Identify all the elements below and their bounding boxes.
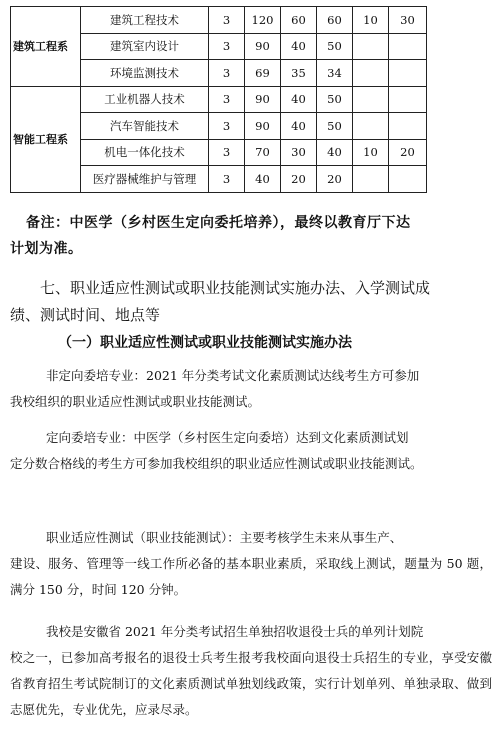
value-cell: 70 [245, 139, 281, 166]
paragraph-text: 校之一，已参加高考报名的退役士兵考生报考我校面向退役士兵招生的专业，享受安徽省教育招生考试院制订的文化素质测试单独划线政策，实行计划单列、单独录取、做到志愿优先，专业优先，应录尽录。 [10, 650, 492, 717]
value-cell: 120 [245, 7, 281, 34]
value-cell [353, 60, 389, 87]
note-line: 计划为准。 [10, 241, 83, 257]
section-heading-line: 绩、测试时间、地点等 [10, 306, 161, 324]
value-cell: 40 [245, 166, 281, 193]
value-cell [389, 33, 427, 60]
paragraph-text: 我校组织的职业适应性测试或职业技能测试。 [10, 394, 261, 409]
value-cell: 40 [317, 139, 353, 166]
value-cell: 90 [245, 86, 281, 113]
value-cell: 40 [281, 33, 317, 60]
value-cell: 30 [281, 139, 317, 166]
section-heading-line: 七、职业适应性测试或职业技能测试实施办法、入学测试成 [40, 279, 431, 297]
paragraph [10, 363, 492, 415]
paragraph-text: 定分数合格线的考生方可参加我校组织的职业适应性测试或职业技能测试。 [10, 456, 423, 471]
department-cell: 建筑工程系 [11, 7, 81, 87]
value-cell [353, 166, 389, 193]
table-row [11, 7, 427, 34]
paragraph [10, 425, 492, 477]
value-cell: 3 [209, 166, 245, 193]
paragraph-first-line: 定向委培专业：中医学（乡村医生定向委培）达到文化素质测试划 [46, 430, 409, 445]
major-cell: 工业机器人技术 [81, 86, 209, 113]
value-cell [389, 60, 427, 87]
paragraph-first-line: 我校是安徽省 2021 年分类考试招生单独招收退役士兵的单列计划院 [46, 624, 424, 639]
paragraph-first-line: 非定向委培专业：2021 年分类考试文化素质测试达线考生方可参加 [46, 368, 420, 383]
value-cell: 3 [209, 7, 245, 34]
value-cell [353, 33, 389, 60]
paragraph-text: 建设、服务、管理等一线工作所必备的基本职业素质，采取线上测试，题量为 50 题，满分 150 分，时间 120 分钟。 [10, 556, 492, 597]
major-cell: 建筑室内设计 [81, 33, 209, 60]
value-cell [353, 113, 389, 140]
value-cell: 60 [317, 7, 353, 34]
value-cell: 40 [281, 113, 317, 140]
major-cell: 机电一体化技术 [81, 139, 209, 166]
value-cell: 34 [317, 60, 353, 87]
note-line: 备注：中医学（乡村医生定向委托培养），最终以教育厅下达 [26, 215, 411, 231]
value-cell: 3 [209, 33, 245, 60]
value-cell: 3 [209, 139, 245, 166]
value-cell: 20 [281, 166, 317, 193]
value-cell: 30 [389, 7, 427, 34]
value-cell [353, 86, 389, 113]
value-cell: 60 [281, 7, 317, 34]
subsection-heading: （一）职业适应性测试或职业技能测试实施办法 [58, 335, 352, 351]
value-cell [389, 86, 427, 113]
table-body [11, 7, 427, 193]
major-cell: 环境监测技术 [81, 60, 209, 87]
section-heading [10, 275, 492, 329]
value-cell: 90 [245, 33, 281, 60]
value-cell: 20 [317, 166, 353, 193]
major-cell: 汽车智能技术 [81, 113, 209, 140]
value-cell [389, 113, 427, 140]
paragraph [10, 525, 492, 603]
major-cell: 医疗器械维护与管理 [81, 166, 209, 193]
value-cell: 10 [353, 139, 389, 166]
enrollment-plan-table [10, 6, 427, 193]
paragraph-first-line: 职业适应性测试（职业技能测试）：主要考核学生未来从事生产、 [46, 530, 403, 545]
value-cell: 3 [209, 113, 245, 140]
value-cell: 10 [353, 7, 389, 34]
value-cell: 20 [389, 139, 427, 166]
paragraph [10, 619, 492, 723]
value-cell [389, 166, 427, 193]
value-cell: 50 [317, 86, 353, 113]
value-cell: 50 [317, 113, 353, 140]
value-cell: 90 [245, 113, 281, 140]
note-block [10, 210, 490, 262]
value-cell: 3 [209, 86, 245, 113]
value-cell: 3 [209, 60, 245, 87]
value-cell: 69 [245, 60, 281, 87]
major-cell: 建筑工程技术 [81, 7, 209, 34]
department-cell: 智能工程系 [11, 86, 81, 192]
value-cell: 35 [281, 60, 317, 87]
table-row [11, 86, 427, 113]
value-cell: 40 [281, 86, 317, 113]
value-cell: 50 [317, 33, 353, 60]
